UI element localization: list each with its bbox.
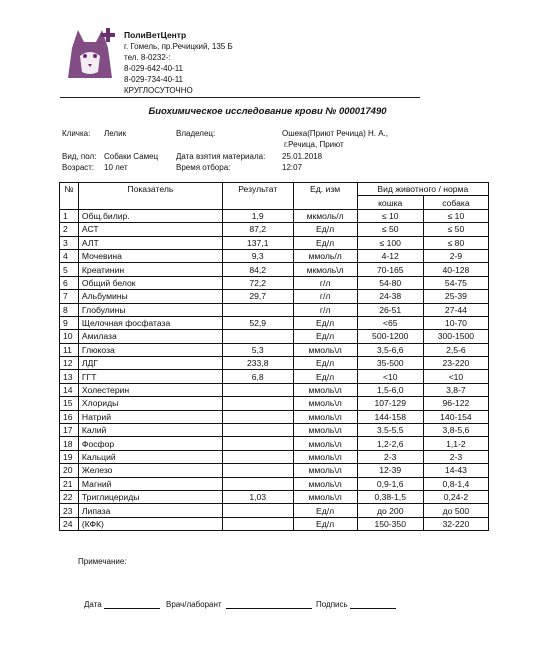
clinic-logo: [62, 26, 118, 80]
result-cell: [222, 450, 293, 463]
row-num: 15: [60, 397, 79, 410]
norm-dog-cell: 14-43: [423, 464, 488, 477]
row-num: 18: [60, 437, 79, 450]
row-num: 10: [60, 330, 79, 343]
norm-cat-cell: ≤ 100: [357, 236, 423, 249]
norm-cat-cell: 107-129: [357, 397, 423, 410]
unit-cell: Ед/л: [293, 316, 357, 329]
row-num: 4: [60, 249, 79, 262]
clinic-phone: 8-029-734-40-11: [124, 75, 184, 84]
table-row: [60, 477, 489, 490]
table-row: [60, 504, 489, 517]
table-row: [60, 383, 489, 396]
norm-dog-cell: ≤ 50: [423, 223, 488, 236]
row-num: 6: [60, 276, 79, 289]
results-table: [59, 182, 489, 531]
table-header-row: [60, 183, 489, 196]
row-num: 7: [60, 290, 79, 303]
row-num: 24: [60, 517, 79, 530]
time-value: 12:07: [282, 163, 303, 172]
unit-cell: Ед/л: [293, 504, 357, 517]
table-row: [60, 263, 489, 276]
norm-dog-cell: 140-154: [423, 410, 488, 423]
norm-dog-cell: ≤ 10: [423, 209, 488, 222]
table-row: [60, 450, 489, 463]
result-cell: [222, 477, 293, 490]
unit-cell: ммоль\л: [293, 464, 357, 477]
unit-cell: Ед/л: [293, 370, 357, 383]
row-num: 2: [60, 223, 79, 236]
unit-cell: ммоль\л: [293, 410, 357, 423]
indicator-cell: АСТ: [78, 223, 222, 236]
indicator-cell: ГГТ: [78, 370, 222, 383]
unit-cell: ммоль/л: [293, 249, 357, 262]
norm-cat-cell: 24-38: [357, 290, 423, 303]
norm-dog-cell: ≤ 80: [423, 236, 488, 249]
table-row: [60, 464, 489, 477]
indicator-cell: Щелочная фосфатаза: [78, 316, 222, 329]
norm-cat-cell: 1,5-6,0: [357, 383, 423, 396]
signature-label: Подпись: [316, 600, 348, 609]
row-num: 12: [60, 357, 79, 370]
table-row: [60, 343, 489, 356]
norm-dog-cell: 25-39: [423, 290, 488, 303]
norm-dog-cell: 1,1-2: [423, 437, 488, 450]
indicator-cell: Триглицериды: [78, 490, 222, 503]
norm-cat-cell: 70-165: [357, 263, 423, 276]
clinic-header: [124, 30, 233, 96]
table-row: [60, 209, 489, 222]
indicator-cell: Мочевина: [78, 249, 222, 262]
header-norm: Вид животного / норма: [357, 183, 488, 196]
table-row: [60, 316, 489, 329]
norm-dog-cell: 2-9: [423, 249, 488, 262]
norm-cat-cell: 54-80: [357, 276, 423, 289]
unit-cell: ммоль\л: [293, 477, 357, 490]
norm-cat-cell: 2-3: [357, 450, 423, 463]
table-row: [60, 223, 489, 236]
row-num: 8: [60, 303, 79, 316]
table-row: [60, 249, 489, 262]
norm-cat-cell: 0,38-1,5: [357, 490, 423, 503]
row-num: 19: [60, 450, 79, 463]
indicator-cell: Натрий: [78, 410, 222, 423]
norm-dog-cell: 300-1500: [423, 330, 488, 343]
date-signature-label: Дата: [84, 600, 102, 609]
table-row: [60, 276, 489, 289]
norm-cat-cell: <65: [357, 316, 423, 329]
indicator-cell: Общий белок: [78, 276, 222, 289]
row-num: 22: [60, 490, 79, 503]
indicator-cell: ЛДГ: [78, 357, 222, 370]
species-label: Вид, пол:: [62, 152, 97, 161]
clinic-address: г. Гомель, пр.Речицкий, 135 Б: [124, 42, 233, 51]
norm-dog-cell: 23-220: [423, 357, 488, 370]
row-num: 17: [60, 424, 79, 437]
unit-cell: Ед/л: [293, 330, 357, 343]
unit-cell: г/л: [293, 290, 357, 303]
unit-cell: Ед/л: [293, 517, 357, 530]
result-cell: 6,8: [222, 370, 293, 383]
norm-dog-cell: <10: [423, 370, 488, 383]
indicator-cell: АЛТ: [78, 236, 222, 249]
unit-cell: ммоль\л: [293, 424, 357, 437]
result-cell: [222, 437, 293, 450]
indicator-cell: Креатинин: [78, 263, 222, 276]
table-row: [60, 290, 489, 303]
header-divider: [60, 97, 420, 98]
unit-cell: ммоль\л: [293, 450, 357, 463]
norm-dog-cell: 0,8-1,4: [423, 477, 488, 490]
norm-cat-cell: 3.5-5.5: [357, 424, 423, 437]
unit-cell: мкмоль\л: [293, 263, 357, 276]
row-num: 13: [60, 370, 79, 383]
unit-cell: ммоль\л: [293, 343, 357, 356]
date-value: 25.01.2018: [282, 152, 323, 161]
result-cell: [222, 330, 293, 343]
table-row: [60, 410, 489, 423]
indicator-cell: Альбумины: [78, 290, 222, 303]
row-num: 20: [60, 464, 79, 477]
owner-label: Владелец:: [176, 129, 216, 138]
row-num: 14: [60, 383, 79, 396]
row-num: 9: [60, 316, 79, 329]
row-num: 21: [60, 477, 79, 490]
note-label: Примечание:: [78, 557, 127, 566]
unit-cell: Ед/л: [293, 223, 357, 236]
norm-cat-cell: 0,9-1,6: [357, 477, 423, 490]
age-value: 10 лет: [104, 163, 128, 172]
result-cell: [222, 397, 293, 410]
species-value: Собаки Самец: [104, 152, 159, 161]
norm-cat-cell: 35-500: [357, 357, 423, 370]
result-cell: [222, 504, 293, 517]
clinic-name: ПолиВетЦентр: [124, 30, 187, 40]
document-title: Биохимическое исследование крови № 000017490: [148, 106, 387, 117]
indicator-cell: Фосфор: [78, 437, 222, 450]
result-cell: [222, 303, 293, 316]
norm-cat-cell: 144-158: [357, 410, 423, 423]
header-indicator: Показатель: [78, 183, 222, 210]
row-num: 11: [60, 343, 79, 356]
header-dog: собака: [423, 196, 488, 209]
table-row: [60, 236, 489, 249]
clinic-phone: 8-029-642-40-11: [124, 64, 184, 73]
norm-dog-cell: 2-3: [423, 450, 488, 463]
result-cell: 233,8: [222, 357, 293, 370]
result-cell: [222, 464, 293, 477]
norm-dog-cell: 3,8-5,6: [423, 424, 488, 437]
indicator-cell: Глобулины: [78, 303, 222, 316]
norm-dog-cell: 2,5-6: [423, 343, 488, 356]
age-label: Возраст:: [62, 163, 95, 172]
owner-address: г.Речица, Приют: [284, 140, 344, 149]
table-row: [60, 357, 489, 370]
result-cell: 84,2: [222, 263, 293, 276]
norm-cat-cell: 4-12: [357, 249, 423, 262]
result-cell: [222, 410, 293, 423]
result-cell: 72,2: [222, 276, 293, 289]
header-cat: кошка: [357, 196, 423, 209]
clinic-phone: тел. 8-0232-:: [124, 53, 171, 62]
result-cell: 5,3: [222, 343, 293, 356]
unit-cell: ммоль\л: [293, 397, 357, 410]
row-num: 16: [60, 410, 79, 423]
norm-dog-cell: 40-128: [423, 263, 488, 276]
result-cell: 137,1: [222, 236, 293, 249]
norm-cat-cell: 500-1200: [357, 330, 423, 343]
unit-cell: г/л: [293, 303, 357, 316]
norm-cat-cell: 3,5-6,6: [357, 343, 423, 356]
unit-cell: ммоль\л: [293, 437, 357, 450]
unit-cell: ммоль\л: [293, 490, 357, 503]
unit-cell: Ед/л: [293, 357, 357, 370]
clinic-hours: КРУГЛОСУТОЧНО: [124, 86, 193, 95]
table-row: [60, 303, 489, 316]
table-row: [60, 397, 489, 410]
table-row: [60, 437, 489, 450]
indicator-cell: Хлориды: [78, 397, 222, 410]
doctor-line: [226, 608, 312, 609]
result-cell: [222, 517, 293, 530]
norm-dog-cell: 10-70: [423, 316, 488, 329]
unit-cell: ммоль\л: [293, 383, 357, 396]
unit-cell: Ед/л: [293, 236, 357, 249]
norm-cat-cell: 150-350: [357, 517, 423, 530]
header-unit: Ед. изм: [293, 183, 357, 210]
row-num: 23: [60, 504, 79, 517]
date-label: Дата взятия материала:: [176, 152, 266, 161]
result-cell: 9,3: [222, 249, 293, 262]
indicator-cell: Глюкоза: [78, 343, 222, 356]
row-num: 3: [60, 236, 79, 249]
indicator-cell: Липаза: [78, 504, 222, 517]
norm-cat-cell: 12-39: [357, 464, 423, 477]
indicator-cell: (КФК): [78, 517, 222, 530]
result-cell: [222, 424, 293, 437]
result-cell: 52,9: [222, 316, 293, 329]
nick-label: Кличка:: [62, 129, 91, 138]
norm-cat-cell: ≤ 50: [357, 223, 423, 236]
norm-dog-cell: 3,8-7: [423, 383, 488, 396]
table-row: [60, 517, 489, 530]
table-row: [60, 330, 489, 343]
header-num: №: [60, 183, 79, 210]
norm-dog-cell: 0,24-2: [423, 490, 488, 503]
row-num: 5: [60, 263, 79, 276]
result-cell: 1,9: [222, 209, 293, 222]
norm-cat-cell: 1,2-2,6: [357, 437, 423, 450]
table-row: [60, 424, 489, 437]
result-cell: [222, 383, 293, 396]
header-result: Результат: [222, 183, 293, 210]
indicator-cell: Калий: [78, 424, 222, 437]
owner-value: Ошека(Приют Речица) Н. А.,: [282, 129, 388, 138]
norm-dog-cell: 32-220: [423, 517, 488, 530]
table-row: [60, 490, 489, 503]
indicator-cell: Холестерин: [78, 383, 222, 396]
result-cell: 87,2: [222, 223, 293, 236]
result-cell: 29,7: [222, 290, 293, 303]
result-cell: 1,03: [222, 490, 293, 503]
signature-line: [350, 608, 396, 609]
norm-cat-cell: до 200: [357, 504, 423, 517]
row-num: 1: [60, 209, 79, 222]
time-label: Время отбора:: [176, 163, 231, 172]
indicator-cell: Амилаза: [78, 330, 222, 343]
unit-cell: г/л: [293, 276, 357, 289]
norm-dog-cell: 27-44: [423, 303, 488, 316]
norm-dog-cell: 54-75: [423, 276, 488, 289]
norm-cat-cell: <10: [357, 370, 423, 383]
norm-cat-cell: ≤ 10: [357, 209, 423, 222]
norm-dog-cell: 96-122: [423, 397, 488, 410]
norm-dog-cell: до 500: [423, 504, 488, 517]
nick-value: Лелик: [104, 129, 127, 138]
table-row: [60, 370, 489, 383]
indicator-cell: Общ.билир.: [78, 209, 222, 222]
indicator-cell: Кальций: [78, 450, 222, 463]
unit-cell: мкмоль/л: [293, 209, 357, 222]
date-line: [104, 608, 160, 609]
indicator-cell: Магний: [78, 477, 222, 490]
doctor-label: Врач/лаборант: [166, 600, 222, 609]
indicator-cell: Железо: [78, 464, 222, 477]
norm-cat-cell: 26-51: [357, 303, 423, 316]
